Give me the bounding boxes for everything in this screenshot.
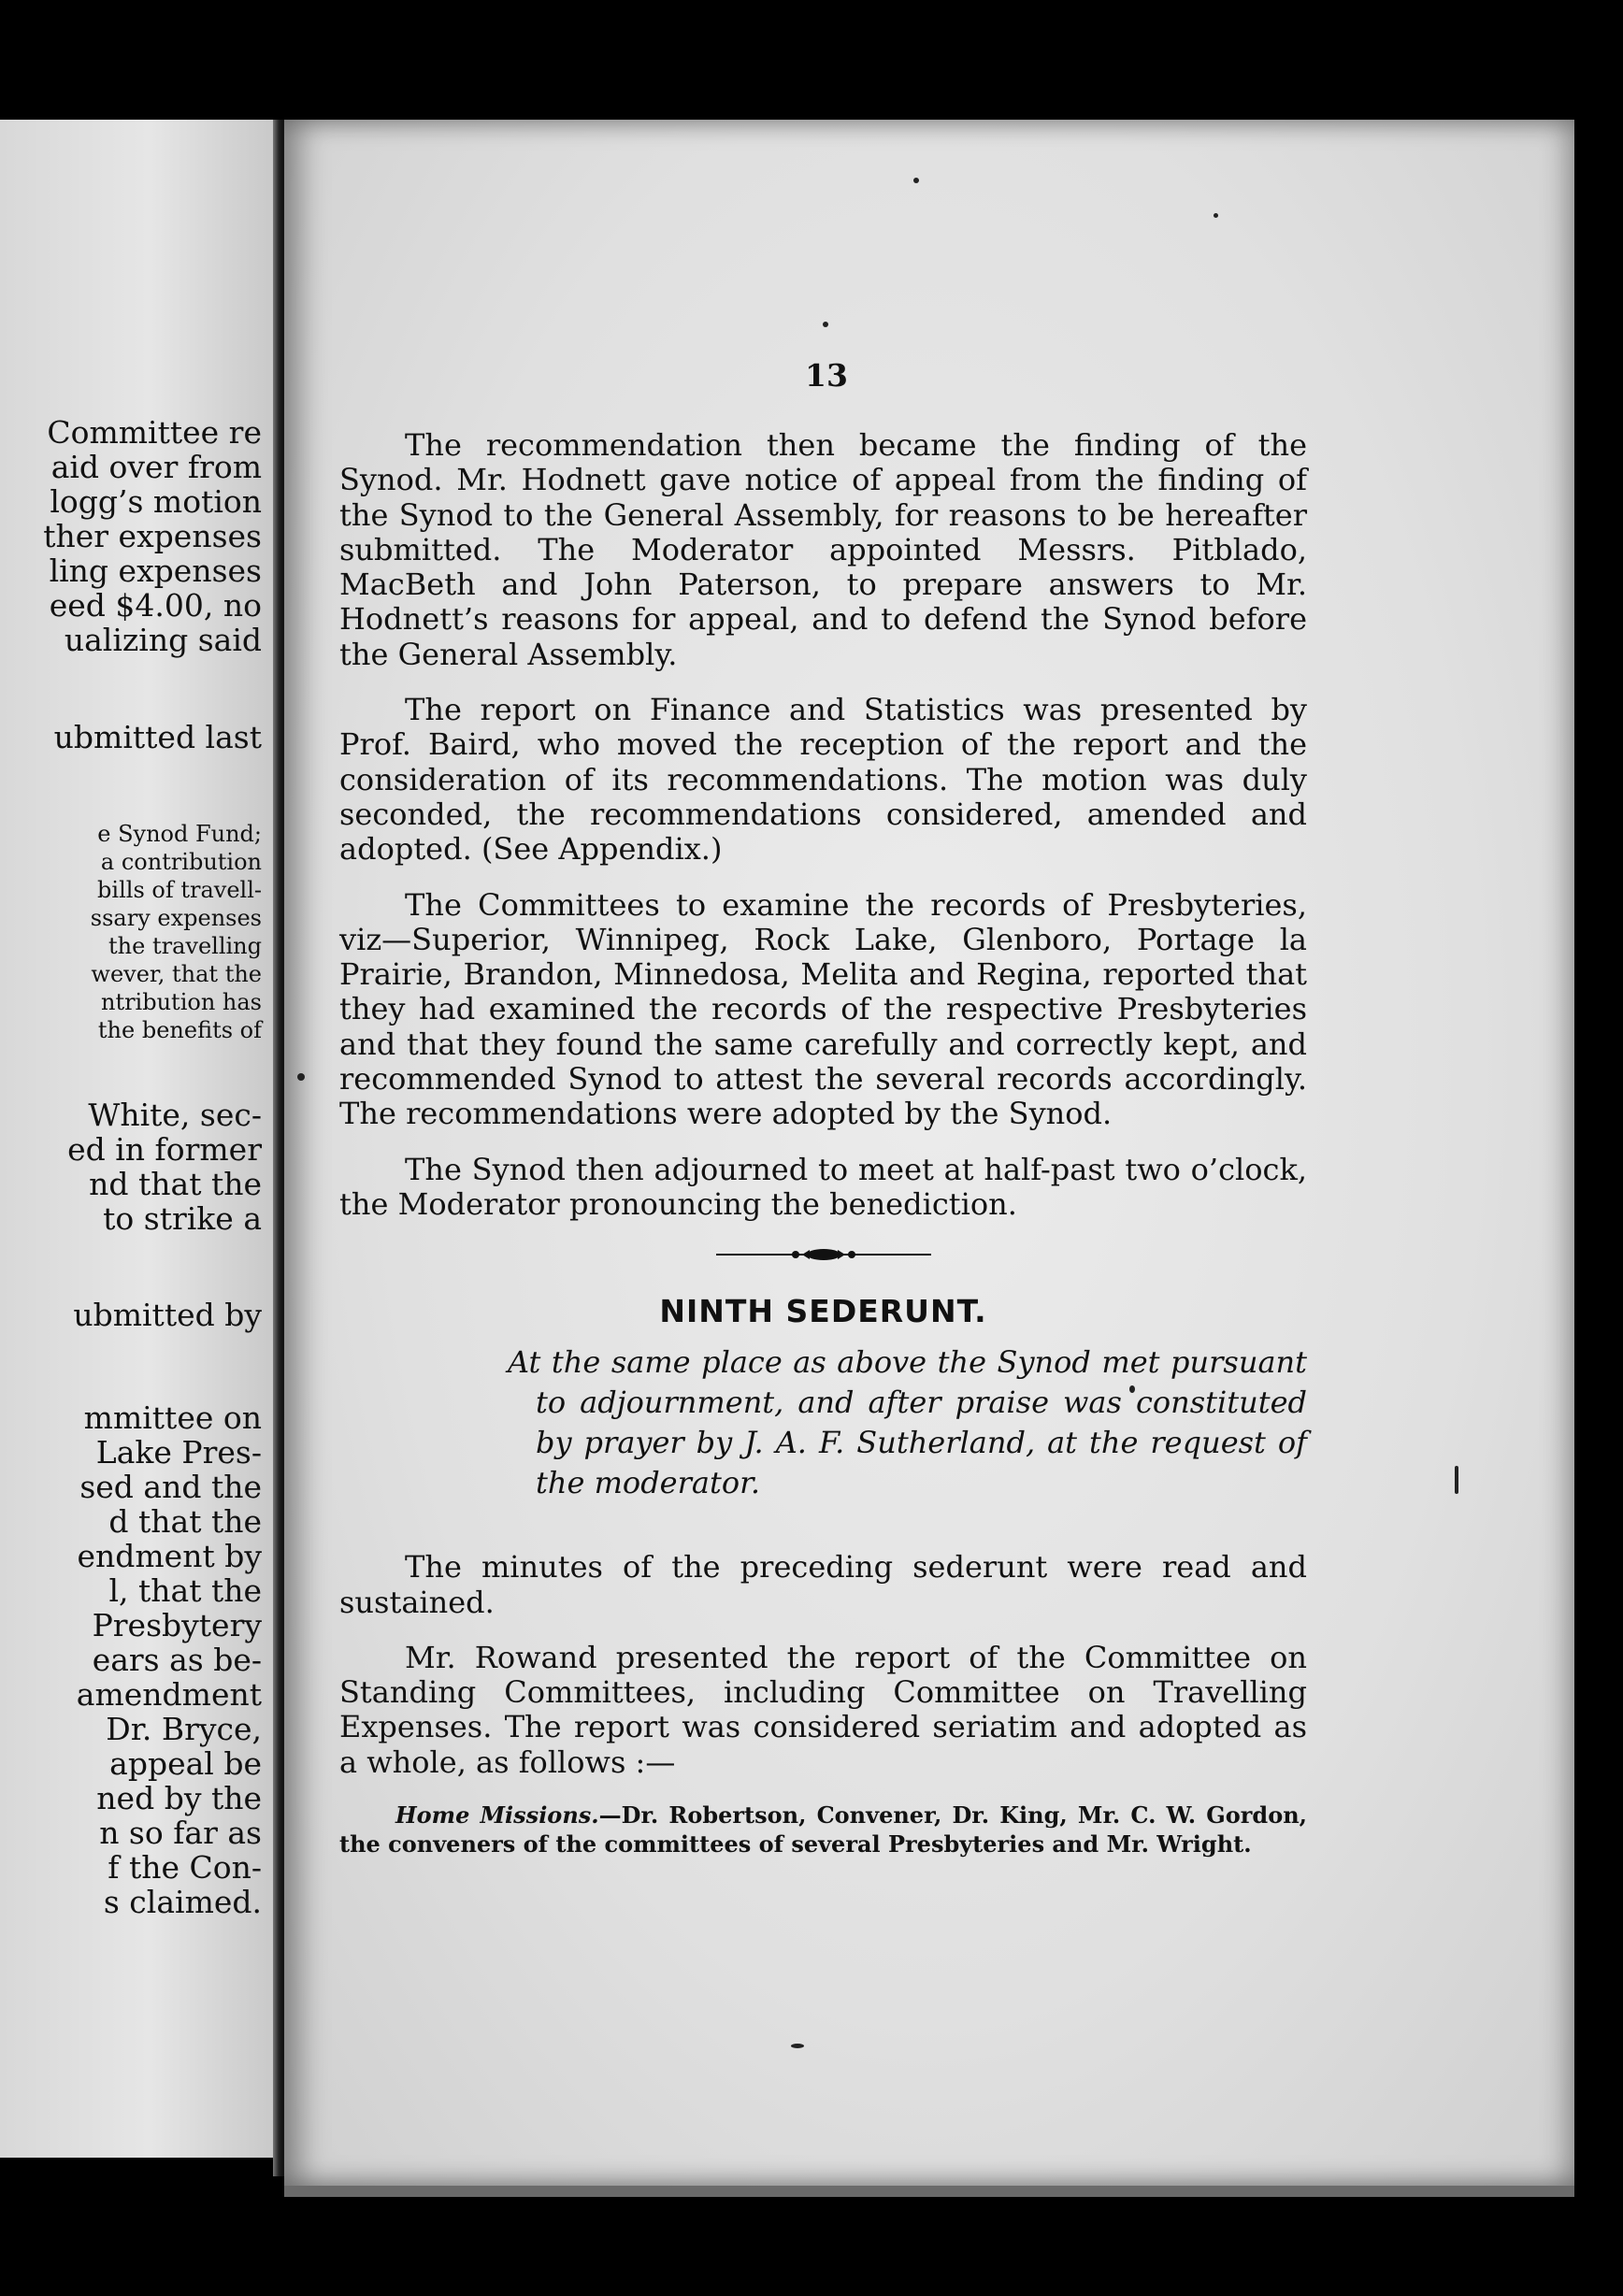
left-line: ed in former [67, 1131, 262, 1168]
left-line: Presbytery [92, 1607, 262, 1643]
left-line: endment by [77, 1538, 262, 1574]
paragraph: The report on Finance and Statistics was presented by Prof. Baird, who moved the reception of the report and the consideration of its recommendations. The motion was duly seconded, the recommendations considered, amended and adopted. (See Appendix.) [339, 692, 1307, 868]
left-line: eed $4.00, no [49, 587, 262, 624]
left-line: Lake Pres- [95, 1434, 262, 1471]
paragraph: The recommendation then became the finding of the Synod. Mr. Hodnett gave notice of appeal from the finding of the Synod to the General Assembly, for reasons to be hereafter submitted. The Moderator appointed Messrs. Pitblado, MacBeth and John Paterson, to prepare answers to Mr. Hodnett’s reasons for appeal, and to defend the Synod before the General Assembly. [339, 427, 1307, 672]
left-line: aid over from [50, 449, 262, 485]
paragraph: The Committees to examine the records of Presbyteries, viz—Superior, Winnipeg, Rock Lake, Glenboro, Portage la Prairie, Brandon, Minnedosa, Melita and Regina, reported that they had examined the records of the respective Presbyteries and that they found the same carefully and correctly kept, and recommended Synod to attest the several records accordingly. The recommendations were adopted by the Synod. [339, 886, 1307, 1132]
left-line: ualizing said [64, 622, 262, 658]
left-line: Committee re [47, 414, 262, 451]
home-missions-label: Home Missions. [395, 1801, 599, 1830]
scan-speck [823, 322, 828, 327]
left-line: amendment [76, 1676, 262, 1713]
page-number: 13 [805, 357, 848, 394]
left-line: White, sec- [88, 1097, 262, 1133]
left-line: the travelling [108, 933, 262, 959]
left-line: ubmitted last [53, 719, 262, 755]
left-line: ling expenses [49, 552, 262, 589]
left-line: l, that the [108, 1572, 262, 1609]
left-line: nd that the [89, 1166, 262, 1202]
left-line: mmittee on [83, 1399, 262, 1436]
paragraph: The minutes of the preceding sederunt were read and sustained. [339, 1549, 1307, 1620]
left-line: bills of travell- [97, 877, 262, 903]
scan-speck [297, 1073, 305, 1081]
left-line: Dr. Bryce, [106, 1711, 262, 1747]
left-line: sed and the [79, 1469, 262, 1505]
left-line: wever, that the [91, 961, 262, 987]
previous-page-fragment [0, 120, 273, 2158]
left-line: ssary expenses [90, 905, 262, 931]
section-divider-ornament [716, 1244, 931, 1265]
left-line: the benefits of [97, 1017, 262, 1043]
scan-speck [1455, 1466, 1458, 1494]
page-bottom-edge [284, 2186, 1574, 2197]
left-line: n so far as [99, 1815, 262, 1851]
left-line: a contribution [100, 849, 262, 875]
paragraph: The Synod then adjourned to meet at half-past two o’clock, the Moderator pronouncing the benediction. [339, 1151, 1307, 1222]
left-line: to strike a [103, 1200, 262, 1237]
left-line: ears as be- [92, 1642, 262, 1678]
page-body [339, 428, 1307, 1858]
section-heading: NINTH SEDERUNT. [659, 1293, 987, 1330]
left-line: e Synod Fund; [97, 821, 262, 847]
paragraph: Mr. Rowand presented the report of the Committee on Standing Committees, including Committee on Travelling Expenses. The report was considered seriatim and adopted as a whole, as follows :— [339, 1639, 1307, 1780]
left-line: logg’s motion [50, 483, 262, 520]
scan-speck [913, 178, 919, 183]
left-line: ther expenses [43, 518, 262, 554]
left-line: ntribution has [100, 989, 262, 1015]
scan-speck [1214, 213, 1218, 218]
home-missions-entry [339, 1801, 1307, 1858]
home-missions-text: —Dr. Robertson, Convener, Dr. King, Mr. C. W. Gordon, the conveners of the committees of several Presbyteries and Mr. Wright. [339, 1801, 1308, 1858]
scan-speck [791, 2044, 804, 2048]
left-line: d that the [108, 1503, 262, 1540]
left-line: ubmitted by [73, 1297, 262, 1333]
left-line: f the Con- [108, 1849, 262, 1886]
left-line: ned by the [96, 1780, 262, 1816]
left-line: appeal be [109, 1745, 262, 1782]
left-line: s claimed. [103, 1884, 262, 1920]
section-intro: At the same place as above the Synod met pursuant to adjournment, and after praise was constituted by prayer by J. A. F. Sutherland, at the request of the moderator. [508, 1344, 1307, 1501]
